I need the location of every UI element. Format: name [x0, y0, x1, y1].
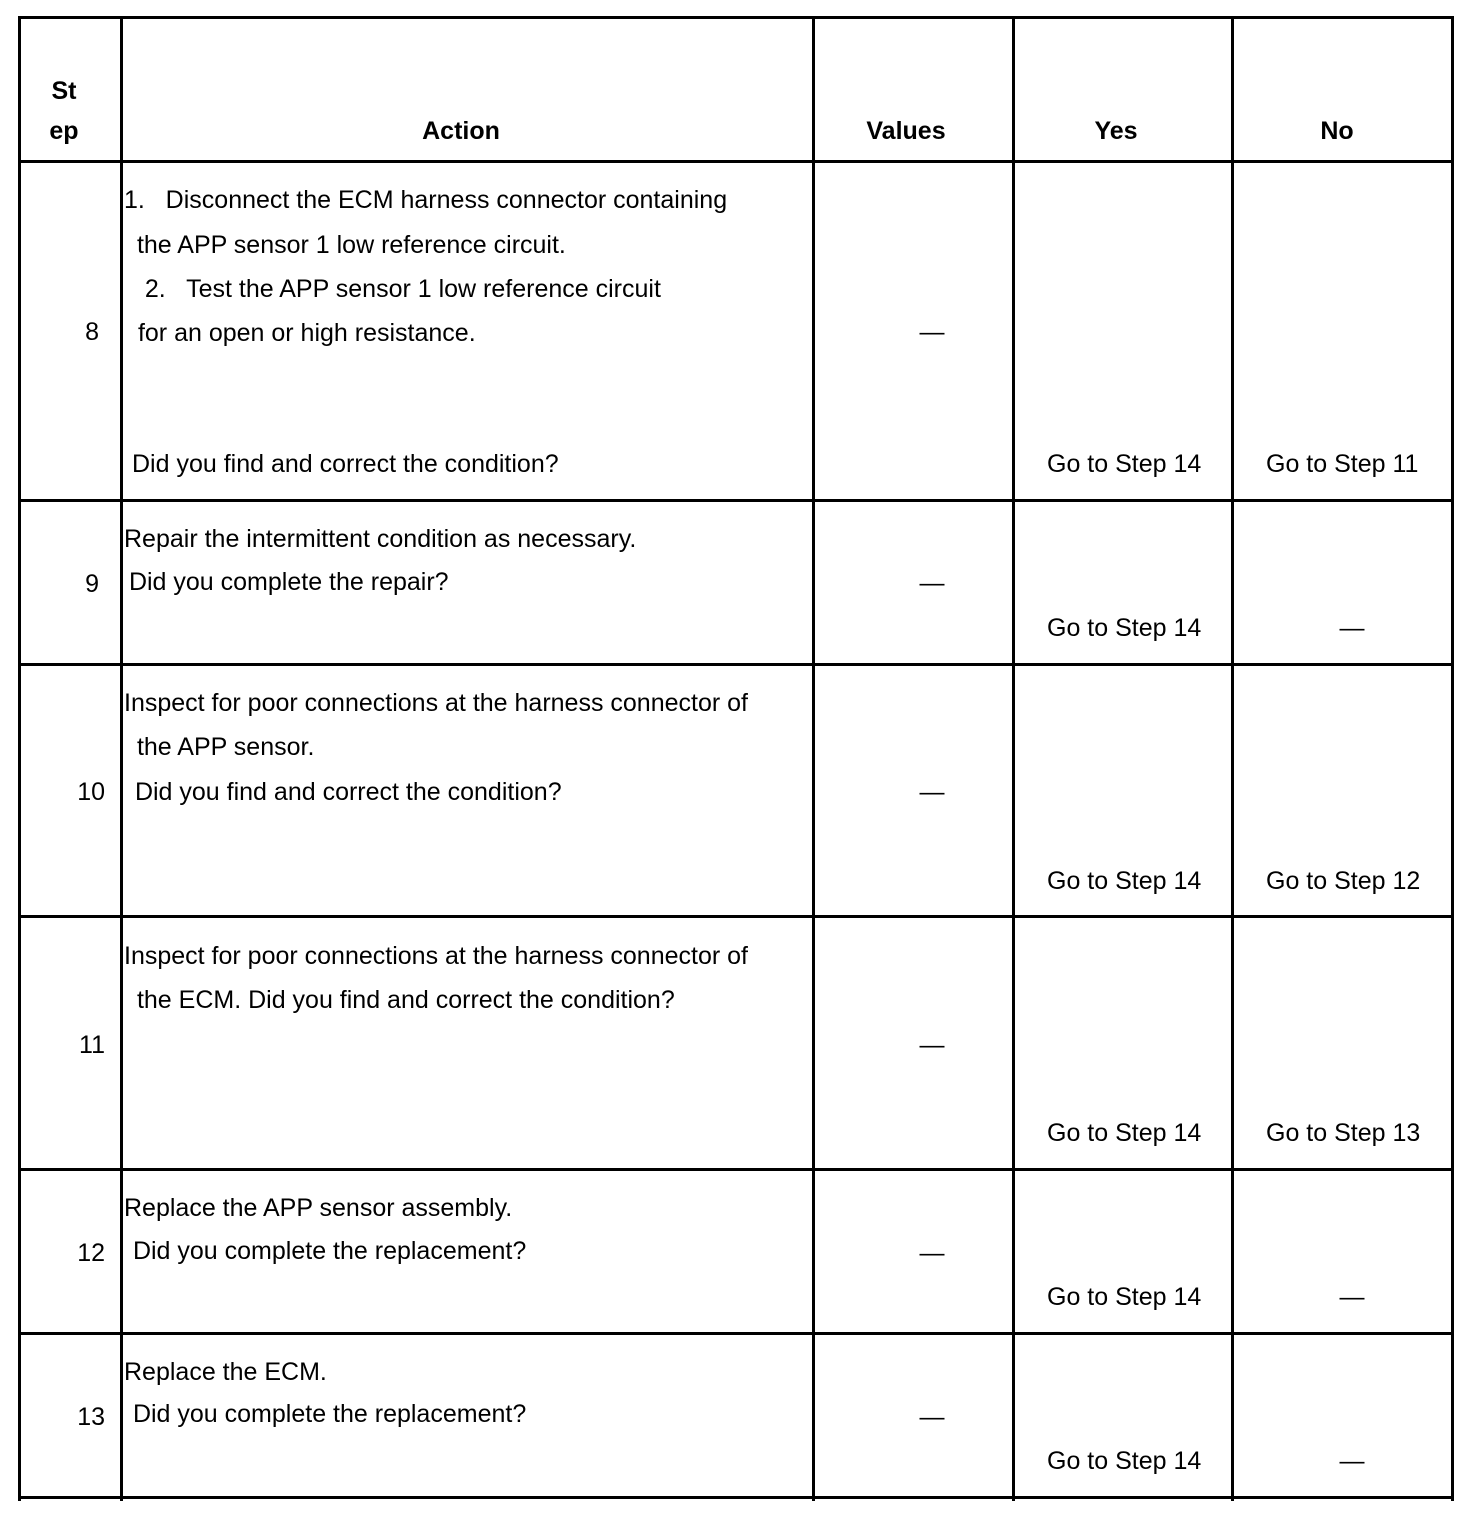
step-number: 12	[77, 1239, 105, 1267]
action-line: the APP sensor.	[130, 733, 315, 761]
values-dash: —	[919, 569, 945, 597]
step-number: 8	[85, 318, 99, 346]
header-step-line2: ep	[49, 117, 79, 145]
table-line	[18, 17, 21, 1501]
values-dash: —	[919, 318, 945, 346]
action-line: for an open or high resistance.	[131, 319, 476, 347]
yes-target: Go to Step 14	[1047, 1119, 1202, 1147]
no-target: Go to Step 13	[1266, 1119, 1421, 1147]
action-line: Replace the APP sensor assembly.	[124, 1194, 513, 1222]
table-line	[18, 160, 1454, 163]
table-line	[120, 17, 123, 1501]
action-question: Did you find and correct the condition?	[132, 450, 559, 478]
action-line: Inspect for poor connections at the harness connector of	[124, 689, 748, 717]
action-line: the ECM. Did you find and correct the condition?	[130, 986, 675, 1014]
header-yes: Yes	[1094, 117, 1138, 145]
table-line	[1231, 17, 1234, 1501]
action-question: Did you complete the repair?	[122, 568, 449, 596]
header-values: Values	[866, 117, 946, 145]
header-no: No	[1320, 117, 1354, 145]
step-number: 9	[85, 570, 99, 598]
action-line: 2. Test the APP sensor 1 low reference circuit	[131, 275, 661, 303]
yes-target: Go to Step 14	[1047, 450, 1202, 478]
table-line	[18, 1496, 1454, 1499]
action-line: Inspect for poor connections at the harness connector of	[124, 942, 748, 970]
action-question: Did you complete the replacement?	[126, 1237, 527, 1265]
action-line: the APP sensor 1 low reference circuit.	[130, 231, 566, 259]
step-number: 10	[77, 778, 105, 806]
action-question: Did you complete the replacement?	[126, 1400, 527, 1428]
yes-target: Go to Step 14	[1047, 1283, 1202, 1311]
table-line	[18, 1332, 1454, 1335]
values-dash: —	[919, 778, 945, 806]
header-step-line1: St	[51, 77, 77, 105]
table-line	[1451, 17, 1454, 1501]
action-question: Did you find and correct the condition?	[128, 778, 562, 806]
table-line	[1012, 17, 1015, 1501]
values-dash: —	[919, 1031, 945, 1059]
yes-target: Go to Step 14	[1047, 867, 1202, 895]
table-line	[812, 17, 815, 1501]
table-line	[18, 16, 1454, 19]
values-dash: —	[919, 1403, 945, 1431]
no-dash: —	[1339, 1447, 1365, 1475]
values-dash: —	[919, 1239, 945, 1267]
action-line: 1. Disconnect the ECM harness connector containing	[124, 186, 728, 214]
table-line	[18, 915, 1454, 918]
no-target: Go to Step 12	[1266, 867, 1421, 895]
no-target: Go to Step 11	[1266, 450, 1419, 478]
yes-target: Go to Step 14	[1047, 614, 1202, 642]
yes-target: Go to Step 14	[1047, 1447, 1202, 1475]
step-number: 13	[77, 1403, 105, 1431]
action-line: Replace the ECM.	[124, 1358, 327, 1386]
table-line	[18, 499, 1454, 502]
table-line	[18, 663, 1454, 666]
table-line	[18, 1168, 1454, 1171]
step-number: 11	[79, 1031, 105, 1059]
action-line: Repair the intermittent condition as necessary.	[124, 525, 637, 553]
header-action: Action	[422, 117, 500, 145]
no-dash: —	[1339, 614, 1365, 642]
no-dash: —	[1339, 1283, 1365, 1311]
